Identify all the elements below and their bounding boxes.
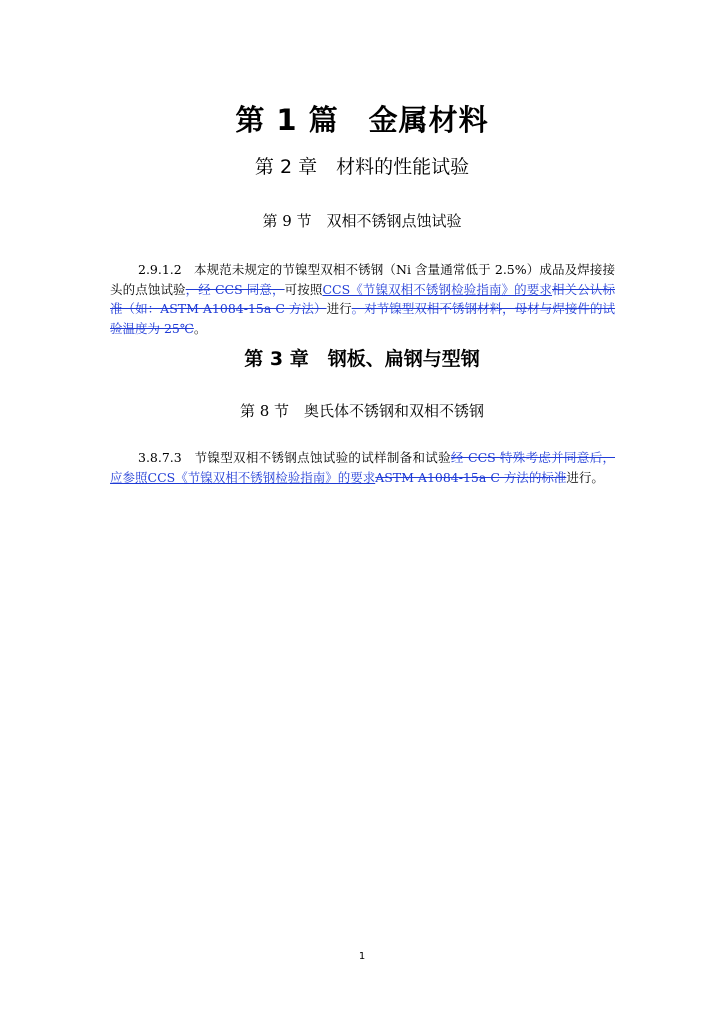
page-number: 1 xyxy=(358,951,366,962)
section-8-title: 第 8 节 奥氏体不锈钢和双相不锈钢 xyxy=(239,402,485,420)
section-9-title: 第 9 节 双相不锈钢点蚀试验 xyxy=(262,212,462,230)
clause-number: 2.9.1.2 xyxy=(138,262,182,277)
part-title: 第 1 篇 金属材料 xyxy=(235,103,489,137)
clause-3-8-7-3 xyxy=(110,448,615,487)
inserted-text: CCS《节镍双相不锈钢检验指南》的要求 xyxy=(147,469,376,485)
clause-text: 节镍型双相不锈钢点蚀试验的试样制备和试验 xyxy=(194,450,451,465)
clause-text: 可按照 xyxy=(284,281,323,297)
deleted-text: 经 CCS 特殊考虑并同意后， xyxy=(450,450,616,465)
clause-text: 本规范未规定的节镍型双相不锈钢（Ni 含量通常低于 2.5%）成品及焊接接头的点蚀试验 xyxy=(110,262,616,297)
deleted-text: 相关公认标准（如：ASTM A1084-15a C 方法） xyxy=(110,281,615,316)
inserted-text: 应参照 xyxy=(110,469,148,485)
clause-text: 进行。 xyxy=(566,469,604,485)
clause-2-9-1-2 xyxy=(110,260,615,338)
deleted-text: 。对节镍型双相不锈钢材料，母材与焊接件的试验温度为 25℃ xyxy=(110,301,615,336)
clause-number: 3.8.7.3 xyxy=(138,450,182,465)
clause-text: 。 xyxy=(193,320,207,336)
chapter-2-title: 第 2 章 材料的性能试验 xyxy=(254,156,470,178)
chapter-3-title: 第 3 章 钢板、扁钢与型钢 xyxy=(244,348,480,370)
deleted-text: ，经 CCS 同意， xyxy=(185,281,285,297)
clause-text: 进行 xyxy=(326,301,352,316)
deleted-text: ASTM A1084-15a C 方法的标准 xyxy=(375,469,567,485)
inserted-text: CCS《节镍双相不锈钢检验指南》的要求 xyxy=(322,281,553,297)
